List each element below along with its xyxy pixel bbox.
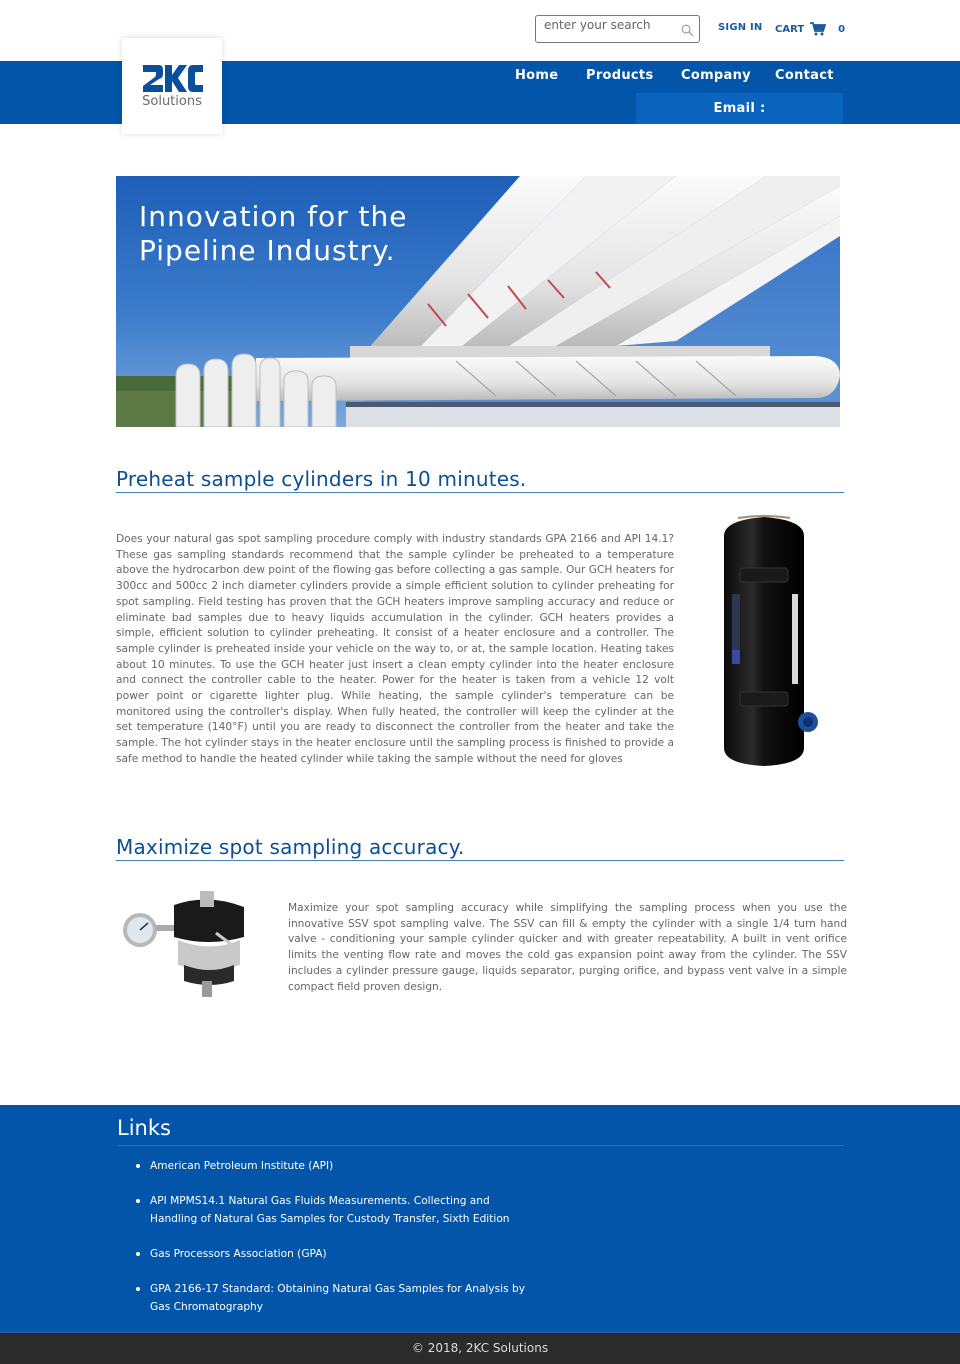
nav-home[interactable]: Home <box>515 68 559 83</box>
email-contact-link[interactable]: Email : sales@microflx.com <box>636 93 843 124</box>
nav-company[interactable]: Company <box>681 68 751 83</box>
list-item <box>150 1192 530 1228</box>
link-gpa[interactable]: Gas Processors Association (GPA) <box>150 1248 327 1260</box>
link-gpa-2166-17[interactable]: GPA 2166-17 Standard: Obtaining Natural Gas Samples for Analysis by Gas Chromatography <box>150 1283 525 1313</box>
cart-label: CART <box>775 23 805 35</box>
list-item <box>150 1280 530 1316</box>
nav-products[interactable]: Products <box>586 68 654 83</box>
cart-count: 0 <box>838 23 846 35</box>
cart-icon <box>810 22 826 36</box>
hero-banner <box>116 176 840 427</box>
search-icon[interactable] <box>681 24 694 37</box>
link-api-mpms14-1[interactable]: API MPMS14.1 Natural Gas Fluids Measurements. Collecting and Handling of Natural Gas Samples for Custody Transfer, Sixth Edition <box>150 1195 510 1225</box>
hero-headline <box>139 200 408 268</box>
hero-headline-line-2: Pipeline Industry. <box>139 234 396 267</box>
logo[interactable] <box>122 38 222 134</box>
logo-mark-icon <box>142 62 204 95</box>
footer-links-list <box>150 1157 530 1333</box>
section-title-preheat: Preheat sample cylinders in 10 minutes. <box>116 467 844 493</box>
sign-in-link[interactable]: SIGN IN <box>718 22 763 33</box>
nav-contact[interactable]: Contact <box>775 68 834 83</box>
section-body-preheat: Does your natural gas spot sampling procedure comply with industry standards GPA 2166 and API 14.1? These gas sampling standards recommend that the sample cylinder be preheated to a temperature above the hydrocarbon dew point of the flowing gas before collecting a gas sample. Our GCH heaters for 300cc and 500cc 2 inch diameter cylinders provide a simple efficient solution to cylinder preheating for spot sampling. Field testing has proven that the GCH heaters improve sampling accuracy and reduce or eliminate bad samples due to heavy liquids accumulation in the cylinder. GCH heaters provides a simple, efficient solution to cylinder preheating. It consist of a heater enclosure and a controller. The sample cylinder is preheated inside your vehicle on the way to, or at, the sample location. Heating takes about 10 minutes. To use the GCH heater just insert a clean empty cylinder into the heater enclosure and connect the controller cable to the heater. Power for the heater is taken from a vehicle 12 volt power point or cigarette lighter plug. While heating, the sample cylinder's temperature can be monitored using the controller's display. When fully heated, the controller will keep the cylinder at the set temperature (140°F) until you are ready to disconnect the controller from the heater and take the sample. The hot cylinder stays in the heater enclosure until the sampling process is finished to provide a safe method to handle the heated cylinder while taking the sample without the need for gloves <box>116 533 674 765</box>
ssv-sampling-valve-image <box>118 885 250 1003</box>
copyright-bar: © 2018, 2KC Solutions <box>0 1331 960 1364</box>
search-input[interactable] <box>544 17 679 33</box>
footer-links-title: Links <box>117 1116 171 1140</box>
hero-headline-line-1: Innovation for the <box>139 200 408 233</box>
search-box[interactable] <box>535 15 700 43</box>
cart-link[interactable] <box>775 22 845 36</box>
section-body-accuracy: Maximize your spot sampling accuracy while simplifying the sampling process when you use the innovative SSV spot sampling valve. The SSV can fill & empty the cylinder with a single 1/4 turn hand valve - conditioning your sample cylinder quicker and with greater repeatability. A built in vent orifice limits the venting flow rate and moves the cold gas expansion point away from the cylinder. The SSV includes a cylinder pressure gauge, liquids separator, purging orifice, and bypass vent valve in a simple compact field proven design. <box>288 902 847 993</box>
list-item <box>150 1157 530 1175</box>
footer-links-section <box>0 1105 960 1331</box>
section-title-accuracy: Maximize spot sampling accuracy. <box>116 835 844 861</box>
gch-heater-cylinder-image <box>718 514 824 770</box>
link-api[interactable]: American Petroleum Institute (API) <box>150 1160 334 1172</box>
footer-divider <box>117 1145 844 1146</box>
list-item <box>150 1245 530 1263</box>
logo-wordmark: Solutions <box>142 94 202 109</box>
